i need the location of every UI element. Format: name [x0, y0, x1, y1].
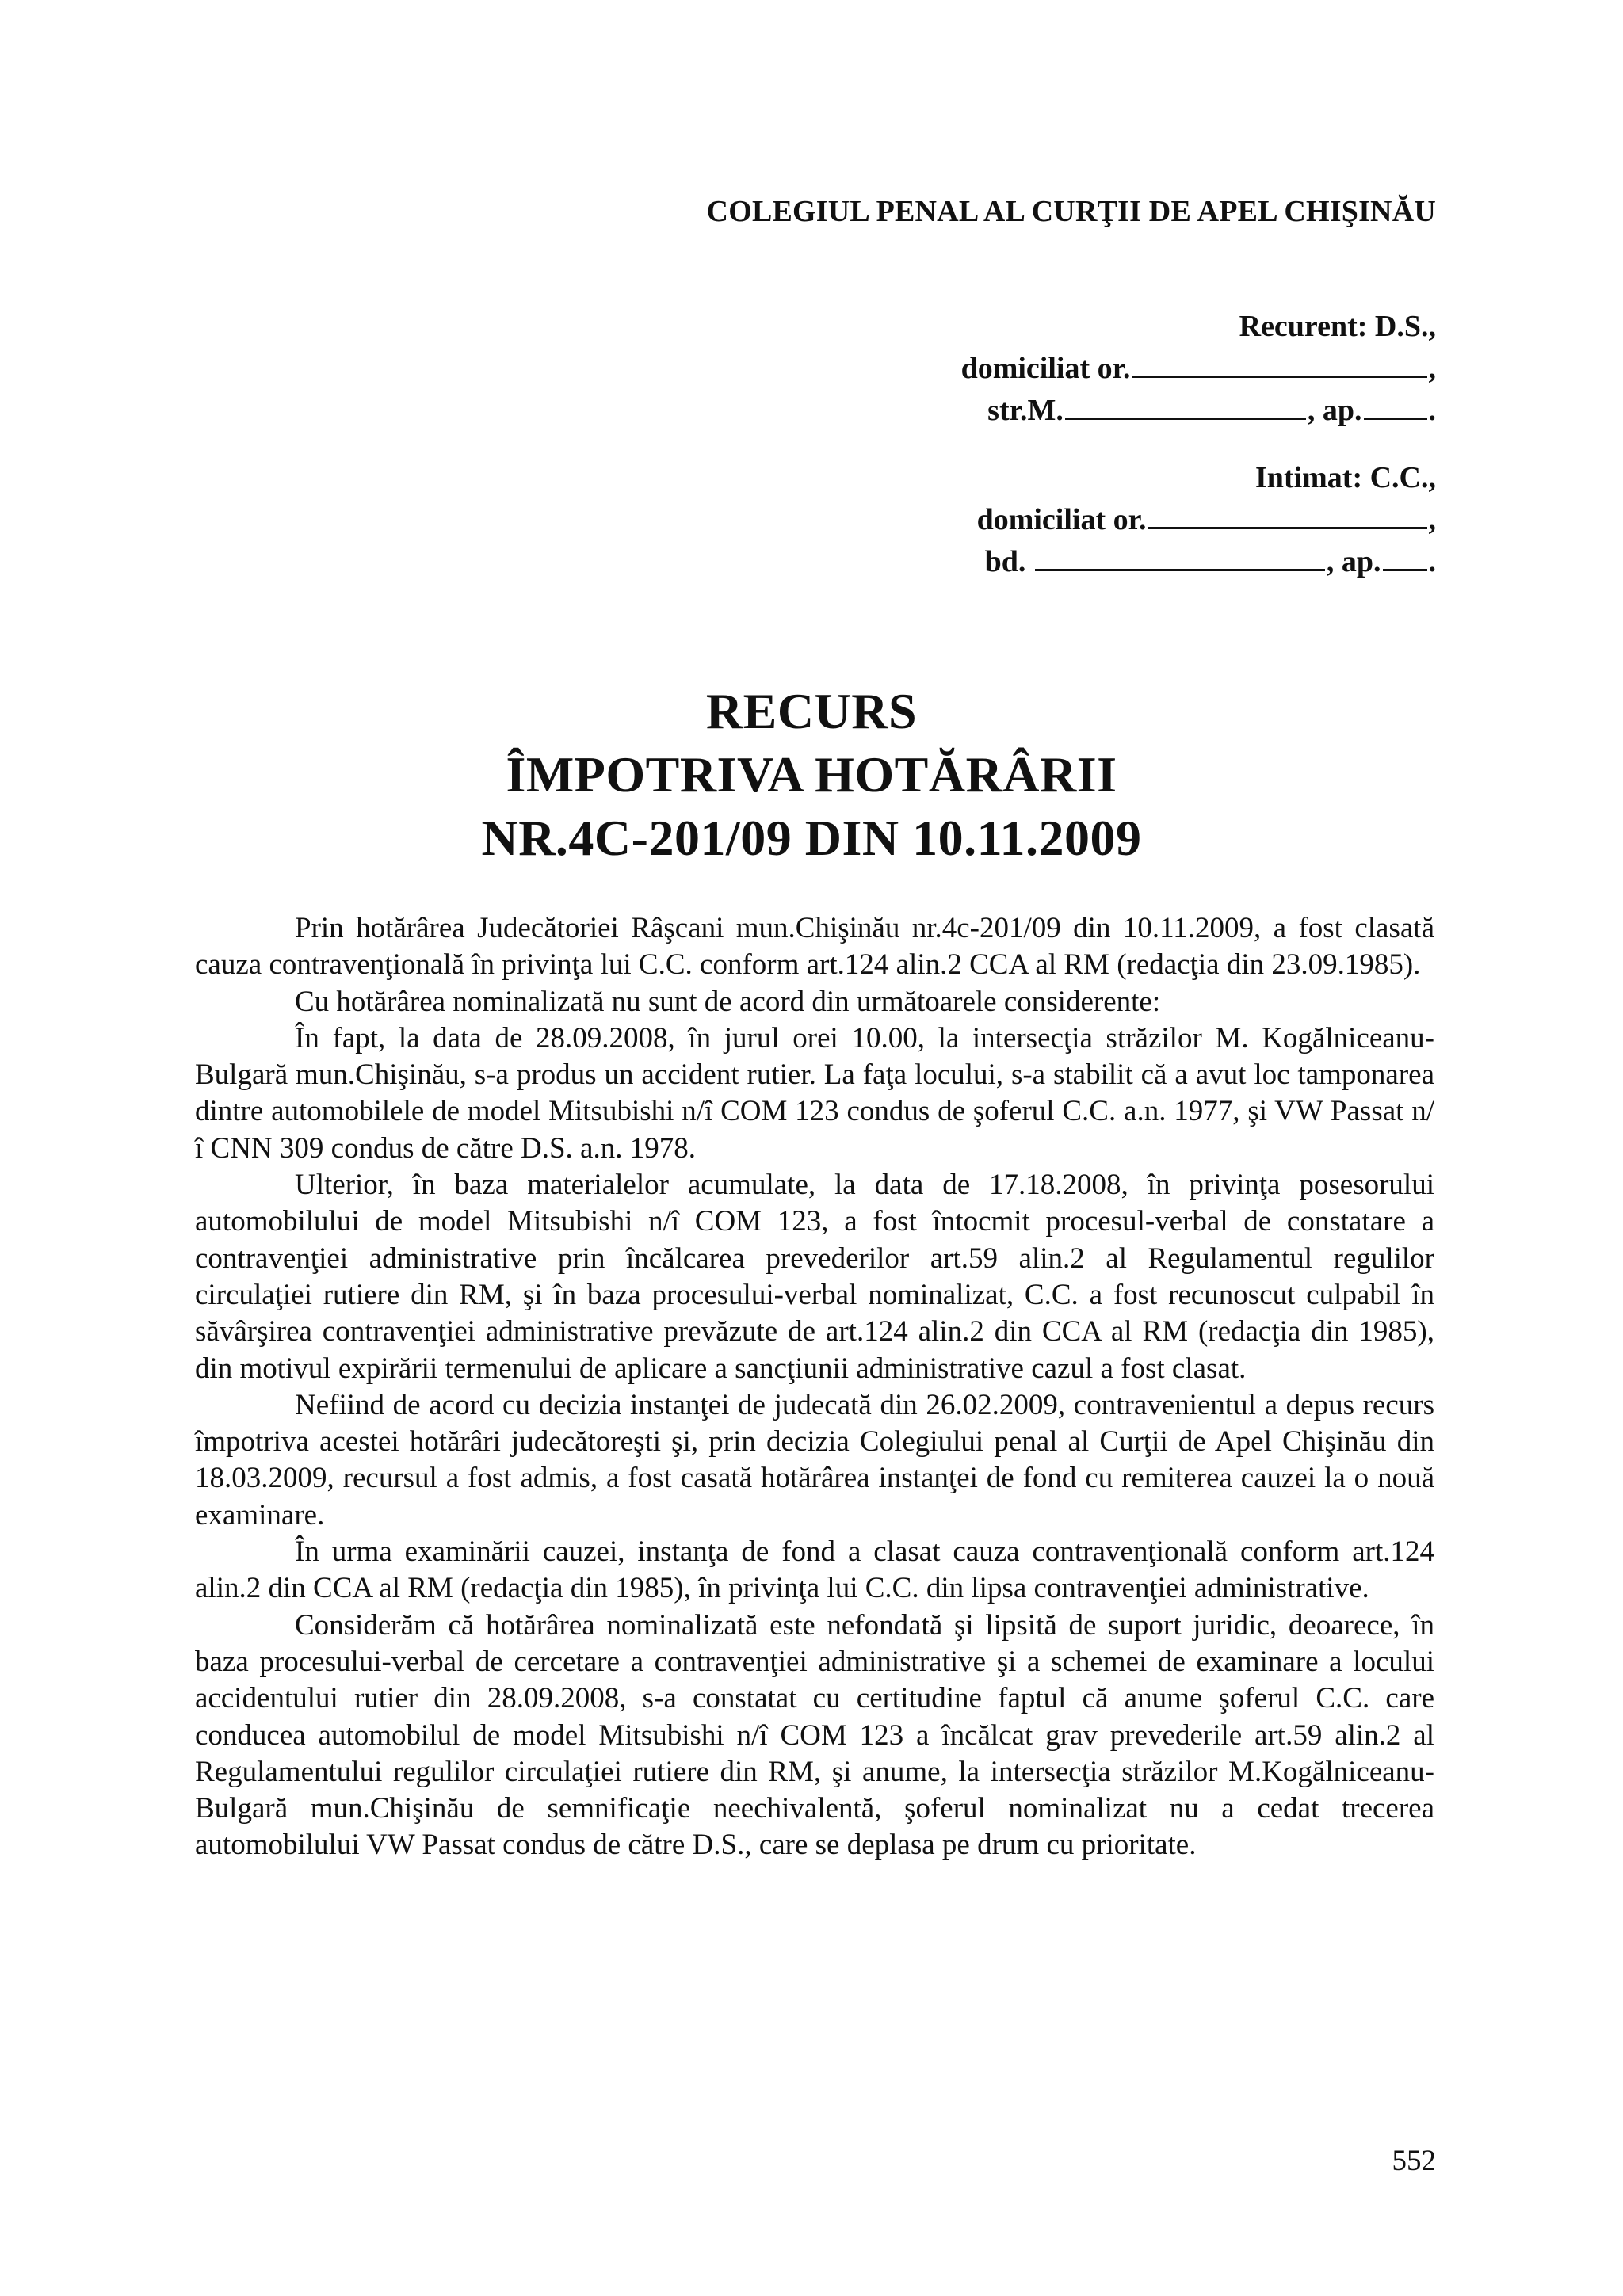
recurent-label: Recurent: D.S., — [1239, 310, 1436, 343]
document-body — [195, 910, 1434, 1864]
paragraph: Cu hotărârea nominalizată nu sunt de acord din următoarele considerente: — [295, 985, 1161, 1018]
paragraph: Nefiind de acord cu decizia instanţei de judecată din 26.02.2009, contravenientul a depus recurs împotriva acestei hotărâri judecătoreşti şi, prin decizia Colegiului penal al Curţii de Apel Chişinău din 18.03.2009, recursul a fost admis, a fost casată hotărârea instanţei de fond cu remiterea cauzei la o nouă examinare. — [195, 1388, 1434, 1531]
title-line-3: NR.4C-201/09 DIN 10.11.2009 — [481, 810, 1142, 866]
recurent-street-blank — [1065, 391, 1306, 420]
recurent-street-suffix: . — [1428, 394, 1436, 427]
title-line-1: RECURS — [705, 683, 918, 739]
intimat-domicile — [834, 499, 1436, 541]
recurent-street — [834, 390, 1436, 432]
page-number: 552 — [1392, 2145, 1436, 2177]
intimat-domicile-prefix: domiciliat or. — [976, 503, 1147, 536]
recurent-apt-blank — [1364, 391, 1427, 420]
intimat-street-blank — [1035, 542, 1325, 571]
recurent-block — [834, 306, 1436, 432]
intimat-street — [834, 541, 1436, 583]
recurent-domicile-prefix: domiciliat or. — [960, 352, 1131, 385]
court-header: COLEGIUL PENAL AL CURŢII DE APEL CHIŞINĂU — [706, 195, 1436, 228]
paragraph: Considerăm că hotărârea nominalizată este nefondată şi lipsită de suport juridic, deoarece, în baza procesului-verbal de cercetare a contravenţiei administrative şi a schemei de examinare a locului accidentului rutier din 28.09.2008, s-a constatat cu certitudine faptul că anume şoferul C.C. care conducea automobilul de model Mitsubishi n/î COM 123 a încălcat grav prevederile art.59 alin.2 al Regulamentului regulilor circulaţiei rutiere din RM, şi anume, la intersecţia străzilor M.Kogălniceanu-Bulgară mun.Chişinău de semnificaţie neechivalentă, şoferul nominalizat nu a cedat trecerea automobilului VW Passat condus de către D.S., care se deplasa pe drum cu prioritate. — [195, 1608, 1434, 1862]
intimat-street-suffix: . — [1428, 545, 1436, 578]
document-title — [0, 680, 1623, 870]
paragraph: În fapt, la data de 28.09.2008, în jurul orei 10.00, la intersecţia străzilor M. Kogălniceanu-Bulgară mun.Chişinău, s-a produs un accident rutier. La faţa locului, s-a stabilit că a avut loc tamponarea dintre automobilele de model Mitsubishi n/î COM 123 condus de şoferul C.C. a.n. 1977, şi VW Passat n/î CNN 309 condus de către D.S. a.n. 1978. — [195, 1021, 1434, 1165]
paragraph: În urma examinării cauzei, instanţa de fond a clasat cauza contravenţională conform art.124 alin.2 din CCA al RM (redacţia din 1985), în privinţa lui C.C. din lipsa contravenţiei administrative. — [195, 1535, 1434, 1605]
intimat-block — [834, 457, 1436, 583]
recurent-domicile-suffix: , — [1428, 352, 1436, 385]
paragraph: Ulterior, în baza materialelor acumulate, la data de 17.18.2008, în privinţa posesorului automobilului de model Mitsubishi n/î COM 123, a fost întocmit procesul-verbal de constatare a contravenţiei administrative prin încălcarea prevederilor art.59 alin.2 al Regulamentul regulilor circulaţiei rutiere din RM, şi în baza procesului-verbal nominalizat, C.C. a fost recunoscut culpabil în săvârşirea contravenţiei administrative prevăzute de art.124 alin.2 din CCA al RM (redacţia din 1985), din motivul expirării termenului de aplicare a sancţiunii administrative cazul a fost clasat. — [195, 1169, 1434, 1385]
intimat-street-mid: , ap. — [1326, 545, 1381, 578]
title-line-2: ÎMPOTRIVA HOTĂRÂRII — [506, 746, 1117, 803]
intimat-label: Intimat: C.C., — [1255, 461, 1436, 494]
recurent-street-mid: , ap. — [1307, 394, 1362, 427]
intimat-apt-blank — [1383, 542, 1427, 571]
recurent-street-prefix: str.M. — [987, 394, 1064, 427]
intimat-domicile-suffix: , — [1428, 503, 1436, 536]
paragraph: Prin hotărârea Judecătoriei Râşcani mun.Chişinău nr.4c-201/09 din 10.11.2009, a fost clasată cauza contravenţională în privinţa lui C.C. conform art.124 alin.2 CCA al RM (redacţia din 23.09.1985). — [195, 912, 1434, 982]
intimat-street-prefix: bd. — [984, 545, 1033, 578]
recurent-city-blank — [1132, 349, 1427, 378]
intimat-city-blank — [1148, 500, 1427, 529]
recurent-domicile — [834, 348, 1436, 390]
